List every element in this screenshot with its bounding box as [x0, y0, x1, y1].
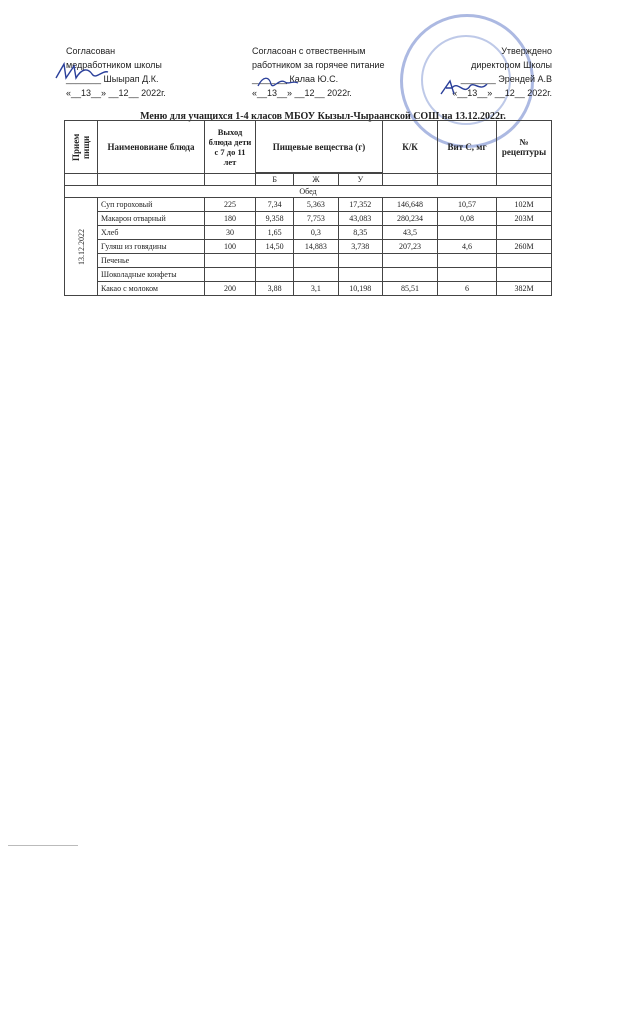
approval-director-line2: директором Школы — [471, 60, 552, 70]
section-row — [65, 186, 552, 198]
dish-name: Шоколадные конфеты — [98, 268, 205, 282]
dish-kcal — [383, 268, 438, 282]
dish-kcal: 85,51 — [383, 282, 438, 296]
approval-responsible-line3: _______ Калаа Ю.С. — [252, 74, 339, 84]
dish-u: 43,083 — [338, 212, 382, 226]
dish-b — [256, 268, 294, 282]
table-row — [65, 212, 552, 226]
dish-b: 14,50 — [256, 240, 294, 254]
dish-recipe: 260М — [497, 240, 552, 254]
section-title: Обед — [65, 186, 552, 198]
col-yield-header: Выход блюда дети с 7 до 11 лет — [205, 121, 256, 174]
dish-name: Макарон отварный — [98, 212, 205, 226]
approval-responsible-line2: работником за горячее питание — [252, 60, 385, 70]
col-meal-header: Прием пищи — [65, 121, 98, 174]
dish-u: 8,35 — [338, 226, 382, 240]
sub-zh: Ж — [294, 174, 338, 186]
table-row — [65, 254, 552, 268]
dish-name: Какао с молоком — [98, 282, 205, 296]
dish-u: 17,352 — [338, 198, 382, 212]
dish-yield: 200 — [205, 282, 256, 296]
signature-medic — [52, 60, 112, 84]
dish-b: 1,65 — [256, 226, 294, 240]
table-row — [65, 198, 552, 212]
dish-yield: 225 — [205, 198, 256, 212]
dish-u — [338, 268, 382, 282]
dish-zh: 7,753 — [294, 212, 338, 226]
table-row — [65, 240, 552, 254]
dish-yield: 30 — [205, 226, 256, 240]
subheader-row — [65, 174, 552, 186]
dish-recipe: 102М — [497, 198, 552, 212]
approval-responsible-line4: «__13__» __12__ 2022г. — [252, 88, 352, 98]
dish-vitc: 4,6 — [438, 240, 497, 254]
dish-recipe — [497, 268, 552, 282]
dish-kcal: 207,23 — [383, 240, 438, 254]
dish-vitc: 10,57 — [438, 198, 497, 212]
dish-recipe — [497, 226, 552, 240]
dish-vitc: 6 — [438, 282, 497, 296]
dish-yield — [205, 254, 256, 268]
dish-name: Хлеб — [98, 226, 205, 240]
dish-b — [256, 254, 294, 268]
dish-zh: 5,363 — [294, 198, 338, 212]
menu-title: Меню для учащихся 1-4 класов МБОУ Кызыл-Чыраанской СОШ на 13.12.2022г. — [140, 111, 506, 122]
approval-medic-line4: «__13__» __12__ 2022г. — [66, 88, 166, 98]
dish-zh — [294, 254, 338, 268]
approval-responsible-line1: Согласоан с отвественным — [252, 46, 366, 56]
dish-yield: 100 — [205, 240, 256, 254]
signature-director — [438, 78, 490, 100]
dish-vitc — [438, 254, 497, 268]
sub-u: У — [338, 174, 382, 186]
dish-zh: 0,3 — [294, 226, 338, 240]
dish-yield: 180 — [205, 212, 256, 226]
menu-table — [64, 120, 552, 296]
dish-vitc — [438, 268, 497, 282]
dish-recipe — [497, 254, 552, 268]
dish-zh — [294, 268, 338, 282]
table-row — [65, 268, 552, 282]
col-recipe-header: № рецептуры — [497, 121, 552, 174]
dish-zh: 14,883 — [294, 240, 338, 254]
signature-responsible — [255, 74, 301, 92]
approval-director-line4: «__13__» __12__ 2022г. — [452, 88, 552, 98]
dish-kcal: 280,234 — [383, 212, 438, 226]
dish-u — [338, 254, 382, 268]
scan-edge-line — [8, 845, 78, 846]
dish-name: Гуляш из говядины — [98, 240, 205, 254]
dish-recipe: 382М — [497, 282, 552, 296]
dish-name: Суп гороховый — [98, 198, 205, 212]
col-nutrients-header: Пищевые вещества (г) — [256, 121, 383, 173]
approval-director-line1: Утверждено — [501, 46, 552, 56]
approval-medic-line2: медработником школы — [66, 60, 162, 70]
sub-b: Б — [256, 174, 294, 186]
dish-kcal: 43,5 — [383, 226, 438, 240]
dish-kcal: 146,648 — [383, 198, 438, 212]
approval-director-line3: _______ Эрендей А.В — [460, 74, 552, 84]
dish-yield — [205, 268, 256, 282]
table-row — [65, 226, 552, 240]
col-dish-header: Наименовиане блюда — [98, 121, 205, 174]
col-vitc-header: Вит С, мг — [438, 121, 497, 174]
dish-name: Печенье — [98, 254, 205, 268]
dish-u: 10,198 — [338, 282, 382, 296]
dish-b: 3,88 — [256, 282, 294, 296]
col-kcal-header: К/К — [383, 121, 438, 174]
dish-vitc: 0,08 — [438, 212, 497, 226]
dish-recipe: 203М — [497, 212, 552, 226]
dish-kcal — [383, 254, 438, 268]
approval-medic-line3: _______ Шыырап Д.К. — [66, 74, 159, 84]
dish-zh: 3,1 — [294, 282, 338, 296]
header-row — [65, 121, 552, 173]
table-row — [65, 282, 552, 296]
approval-medic-line1: Согласован — [66, 46, 116, 56]
dish-vitc — [438, 226, 497, 240]
date-cell: 13.12.2022 — [65, 198, 98, 296]
dish-b: 9,358 — [256, 212, 294, 226]
dish-u: 3,738 — [338, 240, 382, 254]
dish-b: 7,34 — [256, 198, 294, 212]
